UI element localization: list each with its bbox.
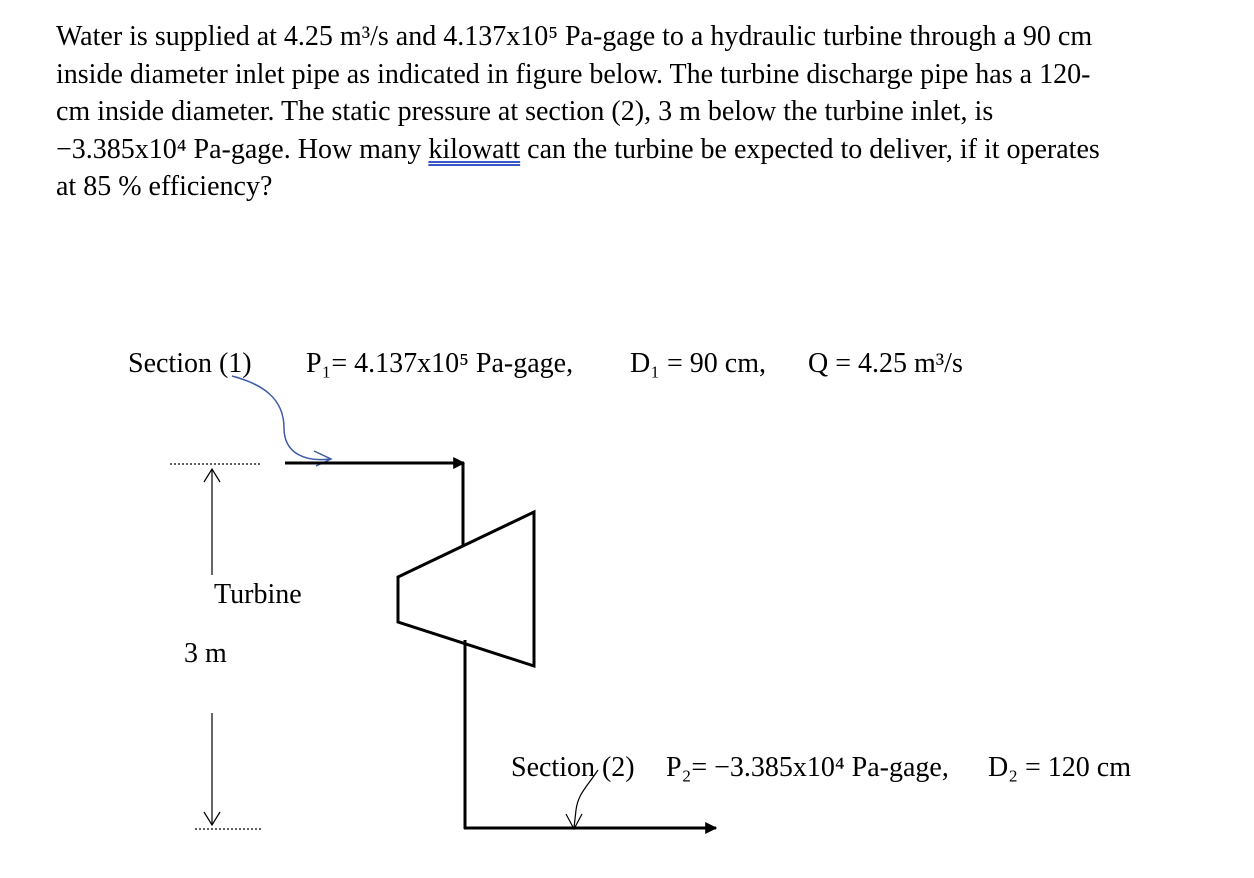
- problem-line-2: inside diameter inlet pipe as indicated in figure below. The turbine discharge pipe has a 120-: [56, 58, 1091, 90]
- problem-line-4-start: −3.385x10⁴ Pa-gage. How many: [56, 133, 429, 165]
- problem-line-4-end: can the turbine be expected to deliver, if it operates: [520, 133, 1100, 165]
- p2-label: P₂= −3.385x10⁴ Pa-gage,: [666, 752, 949, 783]
- section-1-pointer-curve: [232, 376, 330, 460]
- turbine-label: Turbine: [214, 579, 302, 610]
- section-1-label: Section (1): [128, 348, 252, 379]
- problem-line-3: cm inside diameter. The static pressure at section (2), 3 m below the turbine inlet, is: [56, 96, 994, 127]
- section-2-label: Section (2): [511, 752, 635, 783]
- problem-line-5: at 85 % efficiency?: [56, 171, 273, 202]
- p1-label: P₁= 4.137x10⁵ Pa-gage,: [306, 348, 574, 379]
- d2-label: D₂ = 120 cm: [988, 752, 1131, 783]
- d1-label: D₁ = 90 cm,: [630, 348, 766, 379]
- q-label: Q = 4.25 m³/s: [808, 348, 963, 379]
- problem-line-1: Water is supplied at 4.25 m³/s and 4.137x10⁵ Pa-gage to a hydraulic turbine through a 90 cm: [56, 21, 1093, 52]
- height-label: 3 m: [184, 638, 227, 669]
- spellcheck-underlined-word: kilowatt: [428, 133, 521, 165]
